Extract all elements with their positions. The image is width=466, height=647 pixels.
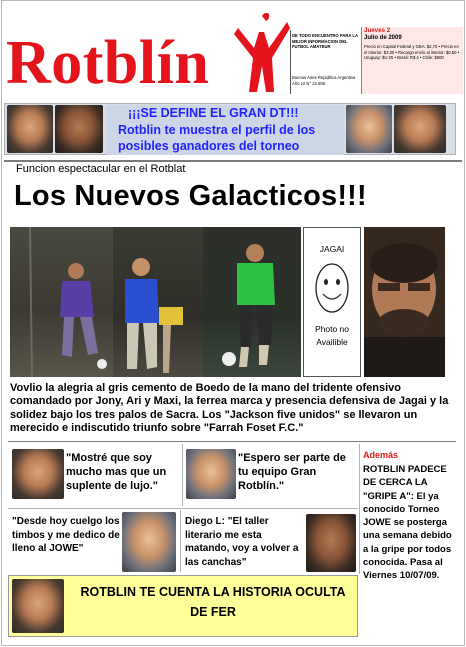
card-divider <box>182 444 183 506</box>
masthead-divider <box>290 30 291 94</box>
article-kicker: Funcion espectacular en el Rotblat <box>16 163 186 175</box>
banner-photo-3 <box>346 105 392 153</box>
card-divider <box>8 508 358 509</box>
quote-4-text: Diego L: "El taller literario me esta matando, voy a volver a las canchas" <box>185 516 299 568</box>
banner-photo-2 <box>55 105 103 153</box>
quote-1-text: "Mostré que soy mucho mas que un suplente de lujo." <box>66 452 167 492</box>
masthead-location: Buenos Aires República Argentina Año LII N° 22.806 <box>292 75 356 86</box>
banner-photo-4 <box>394 105 446 153</box>
issue-day: Jueves 2 <box>364 27 391 34</box>
jagai-caption: Photo no Availible <box>314 324 350 347</box>
celebrating-figure-icon <box>232 8 292 94</box>
match-photo-3 <box>203 227 301 377</box>
quote-3-text: "Desde hoy cuelgo los timbos y me dedico de lleno al JOWE" <box>12 516 120 555</box>
jagai-name: JAGAI <box>319 244 345 254</box>
section-divider <box>8 441 456 442</box>
issue-date: Julio de 2009 <box>364 35 402 41</box>
sidebar-article: ROTBLIN PADECE DE CERCA LA "GRIPE A": El ya conocido Torneo JOWE se posterga una semana debido a la gripe por todos conocida. Pasa al Viernes 10/07/09. <box>363 464 452 582</box>
main-headline: Los Nuevos Galacticos!!! <box>14 180 367 212</box>
promo-photo <box>12 579 64 633</box>
banner-headline: ¡¡¡SE DEFINE EL GRAN DT!!! <box>128 106 299 120</box>
smiley-face-icon <box>314 262 350 314</box>
quote-4-photo <box>306 514 356 572</box>
lead-paragraph: Vovlio la alegria al gris cemento de Boedo de la mano del tridente ofensivo comandado por Jony, Ari y Maxi, la ferrea marca y presencia defensiva de Jagai y la solidez bajo los tres palos de Sacra. Los "Jackson five unidos" se llevaron un merecido e indiscutido triunfo sobre "Farrah Foset F.C." <box>10 382 449 434</box>
newspaper-logo: Rotblín <box>6 29 210 97</box>
jagai-portrait-photo <box>364 227 445 377</box>
promo-text[interactable]: ROTBLIN TE CUENTA LA HISTORIA OCULTA DE FER <box>80 585 346 619</box>
masthead-tagline: DE TODO ENCUENTRO PARA LA MEJOR INFORMACION DEL FUTBOL AMATEUR <box>292 33 358 50</box>
card-divider <box>180 510 181 572</box>
banner-photo-1 <box>7 105 53 153</box>
match-photo-2 <box>113 227 203 377</box>
banner-subheadline: Rotblin te muestra el perfil de los posibles ganadores del torneo <box>118 123 316 153</box>
card-divider <box>359 444 360 574</box>
quote-3-photo <box>122 512 176 572</box>
quote-2-text: "Espero ser parte de tu equipo Gran Rotblín." <box>238 452 346 492</box>
sidebar-heading: Además <box>363 450 399 460</box>
section-divider <box>4 160 462 162</box>
issue-price: Precio en Capital Federal y GBA: $2,70 • Precio en el Interior: $3,00 • Recargo envío al interior: $0,50 • Uruguay: $U 25 • Brasil: R$ 4 • Chile: $800 <box>364 44 460 61</box>
quote-2-photo <box>186 449 236 499</box>
quote-1-photo <box>12 449 64 499</box>
match-photo-1 <box>10 227 113 377</box>
